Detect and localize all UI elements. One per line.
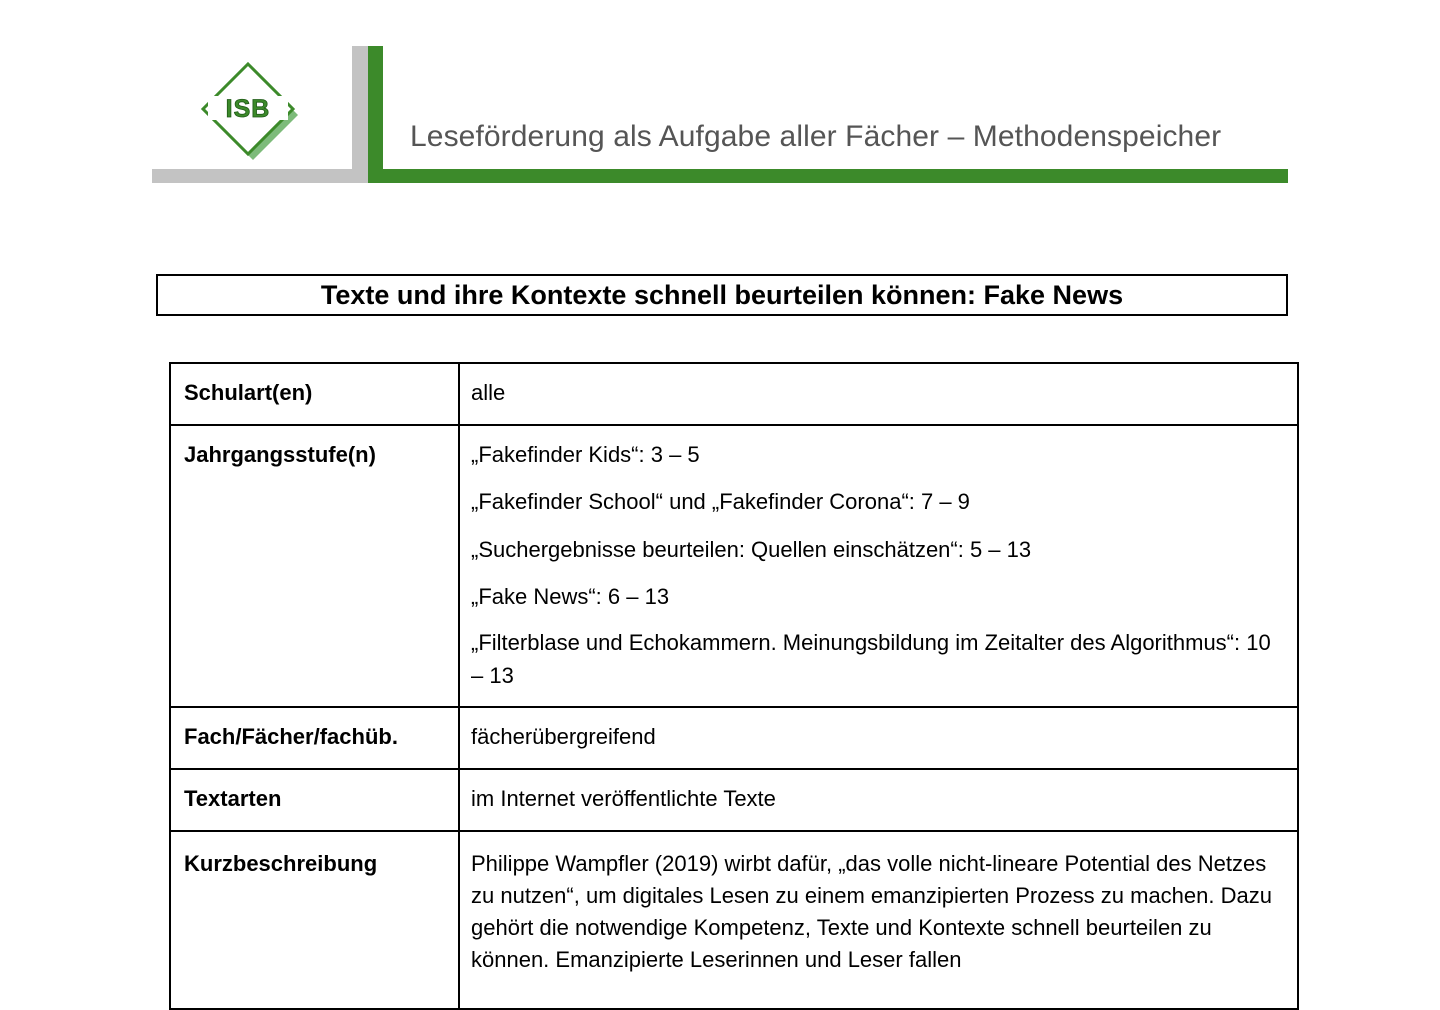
jahrgang-line: „Fakefinder School“ und „Fakefinder Corona“: 7 – 9 xyxy=(471,489,970,515)
table-row xyxy=(170,831,1298,1009)
row-value-textarten: im Internet veröffentlichte Texte xyxy=(459,769,1298,831)
table-row xyxy=(170,707,1298,769)
document-title: Texte und ihre Kontexte schnell beurteilen können: Fake News xyxy=(156,274,1288,316)
header-gray-horizontal-bar xyxy=(152,169,368,183)
jahrgang-line: „Fake News“: 6 – 13 xyxy=(471,584,670,610)
row-label-kurzbeschreibung: Kurzbeschreibung xyxy=(170,831,459,1009)
document-header xyxy=(0,0,1440,200)
table-row xyxy=(170,425,1298,707)
header-gray-vertical-bar xyxy=(352,46,368,183)
isb-logo xyxy=(196,58,306,168)
jahrgang-line: „Fakefinder Kids“: 3 – 5 xyxy=(471,442,700,467)
row-value-faecher: fächerübergreifend xyxy=(459,707,1298,769)
row-label-textarten: Textarten xyxy=(170,769,459,831)
header-title: Leseförderung als Aufgabe aller Fächer – Methodenspeicher xyxy=(410,120,1222,153)
row-label-schularten: Schulart(en) xyxy=(170,363,459,425)
jahrgang-line: „Suchergebnisse beurteilen: Quellen einschätzen“: 5 – 13 xyxy=(471,536,1032,562)
header-green-horizontal-bar xyxy=(368,169,1288,183)
row-value-kurzbeschreibung: Philippe Wampfler (2019) wirbt dafür, „das volle nicht-lineare Potential des Netzes zu nutzen“, um digitales Lesen zu einem emanzipierten Prozess zu machen. Dazu gehört die notwendige Kompetenz, Texte und Kontexte schnell beurteilen zu können. Emanzipierte Leserinnen und Leser fallen xyxy=(459,831,1298,1009)
row-label-jahrgangsstufen: Jahrgangsstufe(n) xyxy=(170,425,459,707)
jahrgang-line: „Filterblase und Echokammern. Meinungsbildung im Zeitalter des Algorithmus“: 10 – 13 xyxy=(471,629,1271,688)
row-label-faecher: Fach/Fächer/fachüb. xyxy=(170,707,459,769)
info-table xyxy=(169,362,1299,1010)
header-green-vertical-bar xyxy=(368,46,383,183)
table-row xyxy=(170,363,1298,425)
table-row xyxy=(170,769,1298,831)
row-value-jahrgangsstufen xyxy=(459,425,1298,707)
row-value-schularten: alle xyxy=(459,363,1298,425)
logo-text: ISB xyxy=(225,95,271,123)
